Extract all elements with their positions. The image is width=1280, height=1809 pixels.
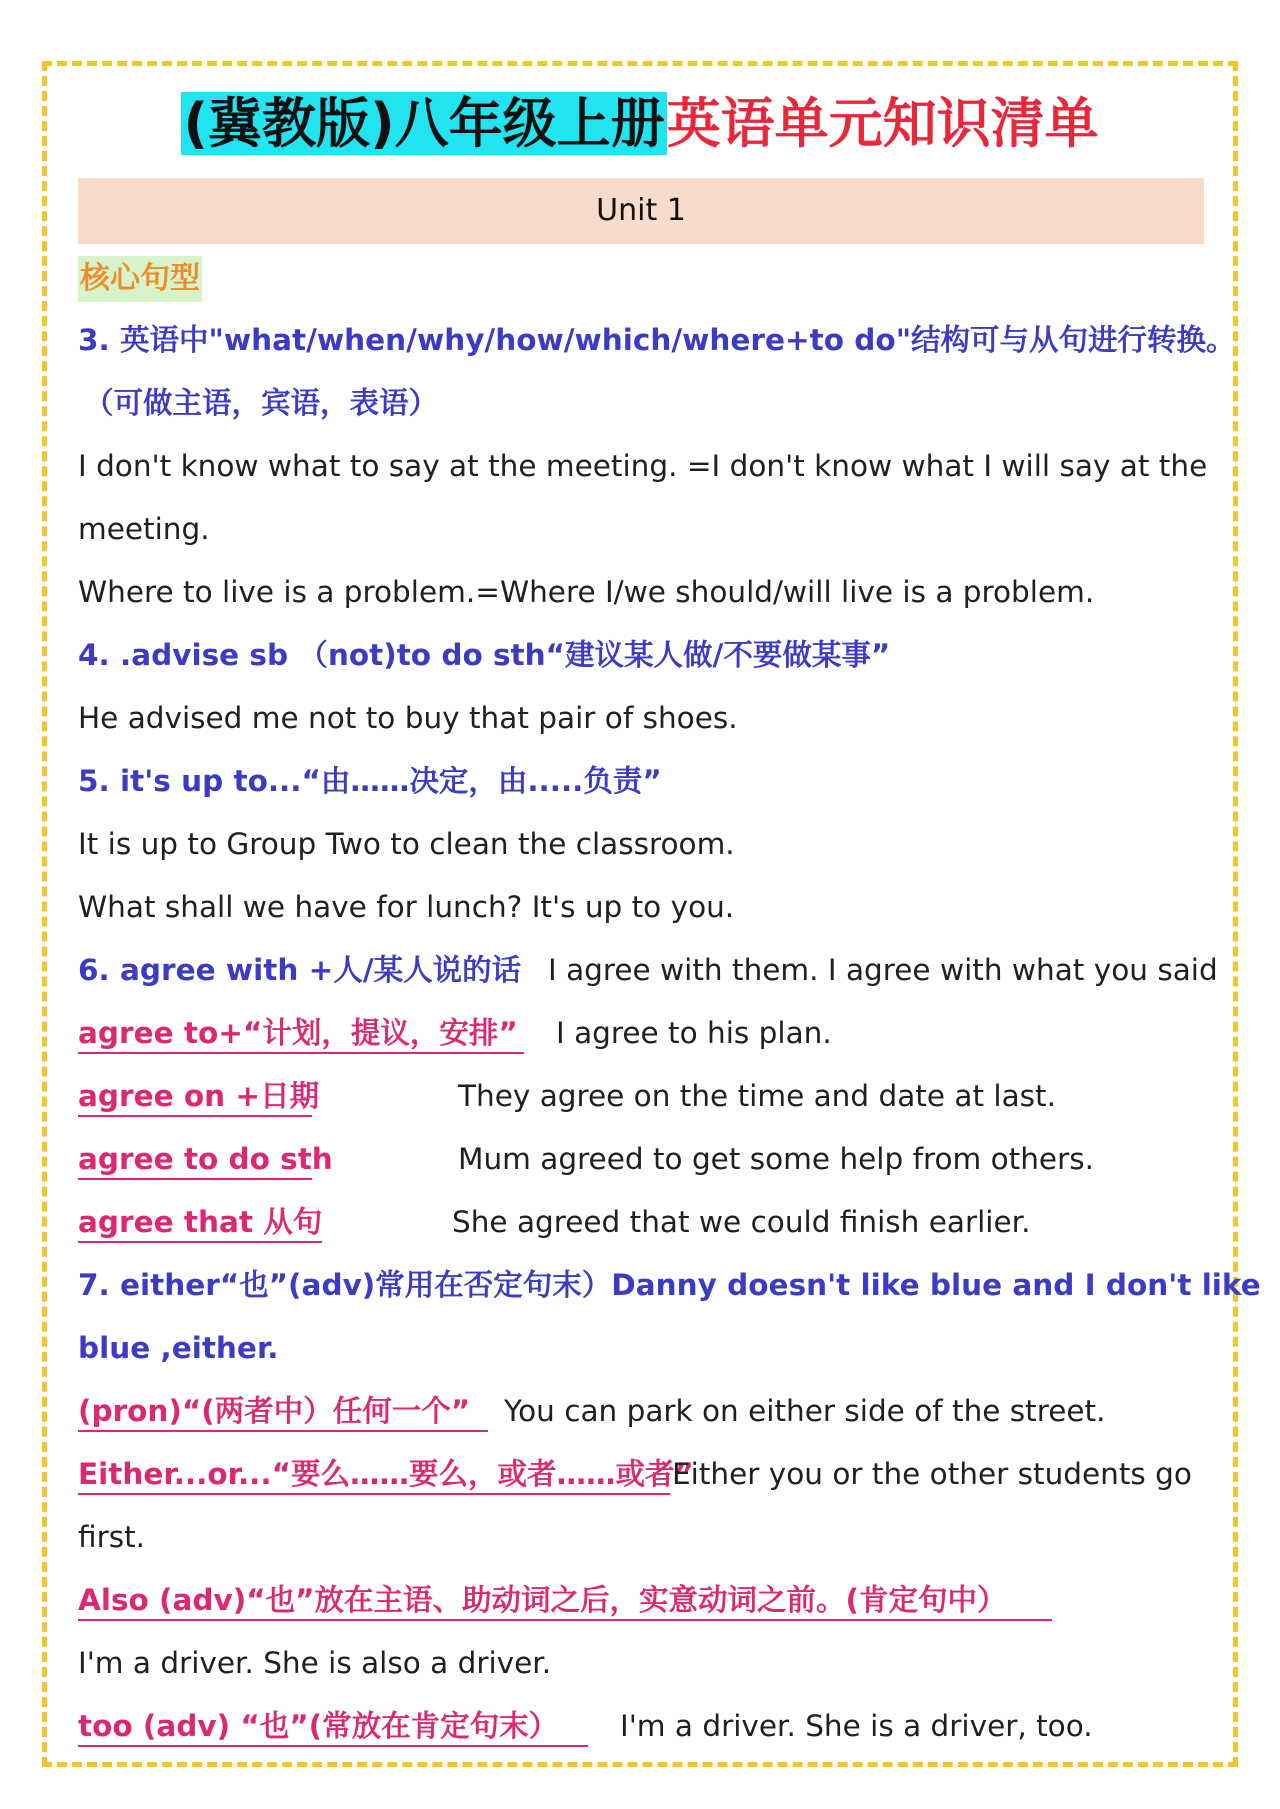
usage-label-text: too (adv) “也”(常放在肯定句末） xyxy=(78,1707,588,1747)
point-7-heading-cont: blue ,either. xyxy=(78,1331,279,1365)
point-4-heading: 4. .advise sb （not)to do sth“建议某人做/不要做某事” xyxy=(78,638,891,672)
usage-label-text: agree to do sth xyxy=(78,1140,312,1180)
usage-label-text: Either...or...“要么……要么，或者……或者” xyxy=(78,1455,670,1495)
example-line: Where to live is a problem.=Where I/we should/will live is a problem. xyxy=(78,575,1095,609)
usage-label-text: Also (adv)“也”放在主语、助动词之后，实意动词之前。(肯定句中） xyxy=(78,1581,1052,1621)
usage-label xyxy=(78,1139,333,1180)
example-line: What shall we have for lunch? It's up to you. xyxy=(78,890,735,924)
usage-label-text: agree on +日期 xyxy=(78,1077,312,1117)
section-heading: 核心句型 xyxy=(78,256,202,302)
page-title-highlighted: (冀教版)八年级上册 xyxy=(183,92,665,155)
point-3-note: （可做主语，宾语，表语） xyxy=(84,386,439,420)
example-line: They agree on the time and date at last. xyxy=(458,1079,1056,1113)
example-line: I agree with them. I agree with what you said xyxy=(548,953,1218,987)
page-title-red: 英语单元知识清单 xyxy=(666,92,1099,155)
usage-label xyxy=(78,1580,1052,1621)
example-line: You can park on either side of the street. xyxy=(504,1394,1106,1428)
example-line: I don't know what to say at the meeting. =I don't know what I will say at the xyxy=(78,449,1208,483)
usage-label-text: agree that 从句 xyxy=(78,1203,322,1243)
example-line: I'm a driver. She is also a driver. xyxy=(78,1646,552,1680)
unit-header: Unit 1 xyxy=(78,178,1204,244)
example-line: Either you or the other students go xyxy=(672,1457,1192,1491)
usage-label xyxy=(78,1391,488,1432)
usage-label-text: agree to+“计划，提议，安排” xyxy=(78,1014,524,1054)
usage-label xyxy=(78,1706,588,1747)
example-line: I'm a driver. She is a driver, too. xyxy=(620,1709,1093,1743)
usage-label xyxy=(78,1202,322,1243)
usage-label xyxy=(78,1013,524,1054)
point-6-heading: 6. agree with +人/某人说的话 xyxy=(78,953,522,987)
example-line: I agree to his plan. xyxy=(556,1016,832,1050)
point-7-heading: 7. either“也”(adv)常用在否定句末）Danny doesn't like blue and I don't like xyxy=(78,1268,1261,1302)
usage-label-text: (pron)“(两者中）任何一个” xyxy=(78,1392,488,1432)
usage-label xyxy=(78,1076,320,1117)
point-3-heading: 3. 英语中"what/when/why/how/which/where+to do"结构可与从句进行转换。 xyxy=(78,323,1236,357)
point-5-heading: 5. it's up to...“由……决定，由.....负责” xyxy=(78,764,662,798)
page-title xyxy=(0,76,1280,172)
example-line: She agreed that we could finish earlier. xyxy=(452,1205,1031,1239)
example-line: It is up to Group Two to clean the classroom. xyxy=(78,827,735,861)
example-line: meeting. xyxy=(78,512,210,546)
example-line: first. xyxy=(78,1520,146,1554)
example-line: He advised me not to buy that pair of shoes. xyxy=(78,701,738,735)
example-line: Mum agreed to get some help from others. xyxy=(458,1142,1094,1176)
usage-label xyxy=(78,1454,694,1495)
